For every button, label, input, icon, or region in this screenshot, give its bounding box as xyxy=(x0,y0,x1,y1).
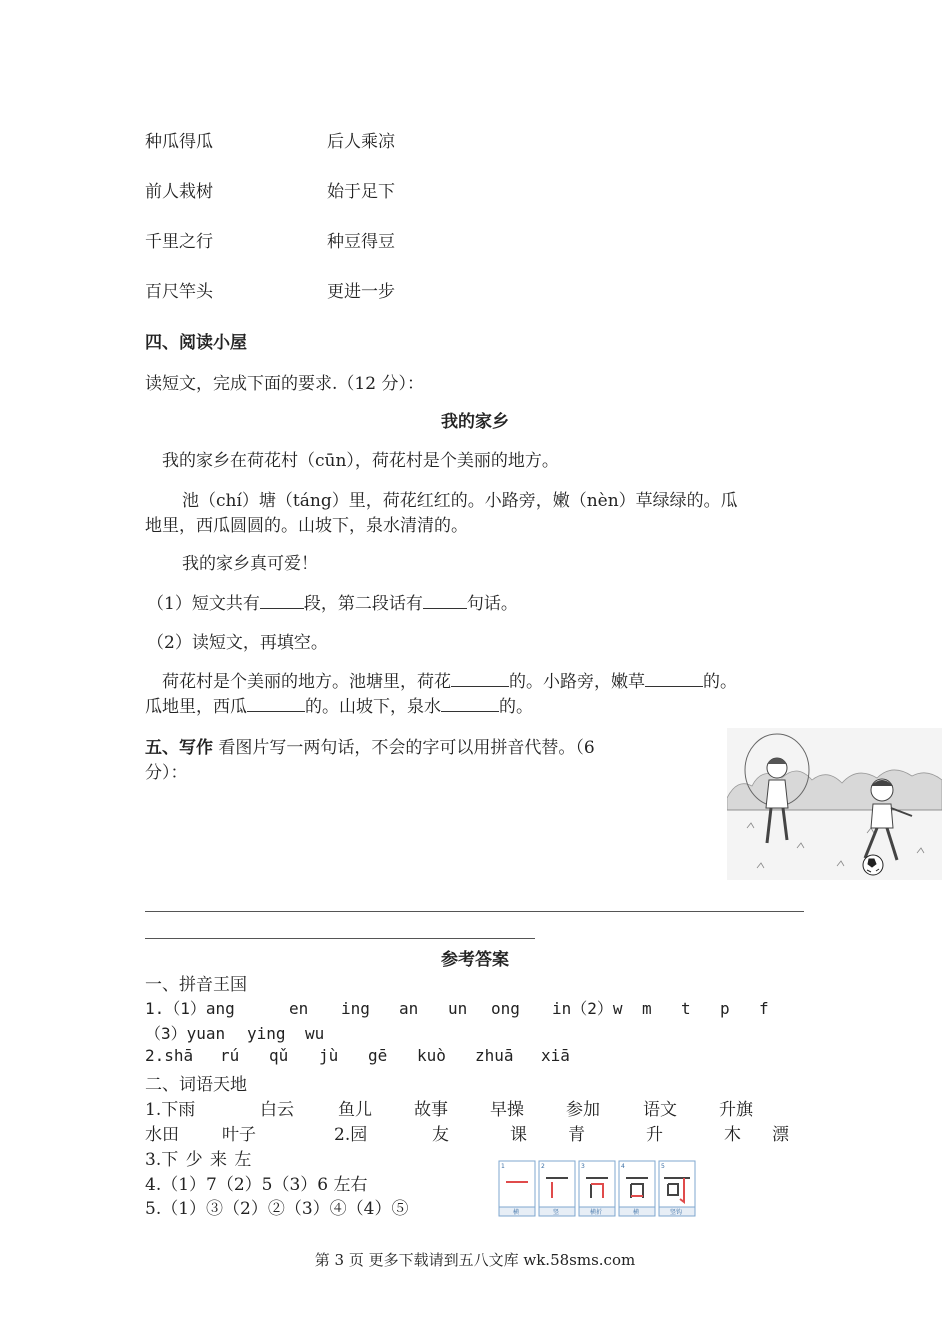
answer-item: 青 xyxy=(568,1125,585,1145)
stroke-box-number: 4 xyxy=(621,1163,625,1170)
answer-item: rú xyxy=(220,1046,240,1065)
answer-item: un xyxy=(448,999,468,1018)
answer-item: ong xyxy=(491,999,520,1018)
match-left-1: 种瓜得瓜 xyxy=(145,132,213,152)
answer-item: in（2）w xyxy=(552,999,623,1018)
passage-paragraph-2-line-2: 地里，西瓜圆圆的。山坡下，泉水清清的。 xyxy=(145,516,468,536)
stroke-box-number: 3 xyxy=(581,1163,585,1170)
stroke-box-label: 竖钩 xyxy=(670,1209,683,1216)
answer-item: p xyxy=(720,999,730,1018)
stroke-box-2 xyxy=(539,1161,575,1216)
stroke-box-number: 1 xyxy=(501,1163,505,1170)
answer-item: 2.shā xyxy=(145,1046,194,1065)
kids-playing-illustration xyxy=(727,728,942,880)
passage-title: 我的家乡 xyxy=(441,412,509,432)
answer-item: 升旗 xyxy=(719,1100,753,1120)
section-5-title: 五、写作 xyxy=(145,738,213,758)
passage-paragraph-1: 我的家乡在荷花村（cūn），荷花村是个美丽的地方。 xyxy=(162,451,559,471)
answer-blank[interactable] xyxy=(441,694,499,712)
page-footer: 第 3 页 更多下载请到五八文库 wk.58sms.com xyxy=(314,1251,636,1269)
answer-item: xiā xyxy=(541,1046,570,1065)
answer-item: 升 xyxy=(646,1125,663,1145)
match-left-2: 前人栽树 xyxy=(145,182,213,202)
answer-item: an xyxy=(399,999,419,1018)
answer-item: ing xyxy=(341,999,370,1018)
answer-blank[interactable] xyxy=(645,669,703,687)
question-2: （2）读短文，再填空。 xyxy=(147,633,328,653)
answer-item: 故事 xyxy=(414,1100,448,1120)
answers-section-2-title: 二、词语天地 xyxy=(145,1075,247,1095)
answer-blank[interactable] xyxy=(247,694,305,712)
section-5-text: 看图片写一两句话，不会的字可以用拼音代替。（6 xyxy=(213,738,595,758)
stroke-box-label: 横折 xyxy=(590,1209,603,1216)
match-right-4: 更进一步 xyxy=(327,282,395,302)
answer-item: 友 xyxy=(432,1125,449,1145)
writing-line-2[interactable] xyxy=(145,938,535,939)
stroke-order-diagram xyxy=(498,1160,696,1217)
answers-s2-line-4: 4.（1）7（2）5（3）6 左右 xyxy=(145,1175,368,1195)
answer-item: 漂 xyxy=(772,1125,789,1145)
section-5-line-2: 分）： xyxy=(145,763,188,783)
answers-s1-line-3 xyxy=(145,1046,570,1065)
answer-item: 白云 xyxy=(260,1100,294,1120)
match-right-2: 始于足下 xyxy=(327,182,395,202)
writing-line-1[interactable] xyxy=(145,911,804,912)
fill-line-2-part-b: 的。山坡下，泉水 xyxy=(305,697,441,717)
answer-item: 鱼儿 xyxy=(338,1100,372,1120)
match-right-3: 种豆得豆 xyxy=(327,232,395,252)
answer-item: 参加 xyxy=(566,1100,600,1120)
stroke-box-5 xyxy=(659,1161,695,1216)
fill-line-2 xyxy=(145,692,533,717)
stroke-box-label: 横 xyxy=(633,1209,640,1216)
question-1-part-a: （1）短文共有 xyxy=(147,594,260,614)
stroke-box-number: 2 xyxy=(541,1163,545,1170)
answer-item: 木 xyxy=(724,1125,741,1145)
stroke-box-3 xyxy=(579,1161,615,1216)
stroke-box-4 xyxy=(619,1161,655,1216)
stroke-box-1 xyxy=(499,1161,535,1216)
fill-line-1-part-b: 的。小路旁，嫩草 xyxy=(509,672,645,692)
answer-item: jù xyxy=(319,1046,339,1065)
answers-s1-line-2 xyxy=(145,1021,324,1044)
match-left-3: 千里之行 xyxy=(145,232,213,252)
question-1 xyxy=(147,589,518,614)
answers-title: 参考答案 xyxy=(441,950,509,970)
answer-item: 1.（1）ang xyxy=(145,999,235,1018)
answer-item: 早操 xyxy=(490,1100,524,1120)
fill-line-1-part-c: 的。 xyxy=(703,672,737,692)
answer-item: 水田 xyxy=(145,1125,179,1145)
question-1-part-b: 段，第二段话有 xyxy=(303,594,423,614)
answer-item: 课 xyxy=(510,1125,527,1145)
passage-paragraph-3: 我的家乡真可爱！ xyxy=(182,554,318,574)
fill-line-2-part-a: 瓜地里，西瓜 xyxy=(145,697,247,717)
fill-line-2-part-c: 的。 xyxy=(499,697,533,717)
answer-blank[interactable] xyxy=(423,591,467,609)
answer-item: qǔ xyxy=(269,1046,289,1065)
fill-line-1-part-a: 荷花村是个美丽的地方。池塘里，荷花 xyxy=(162,672,451,692)
answer-blank[interactable] xyxy=(260,591,304,609)
answer-item: en xyxy=(289,999,309,1018)
answer-item: t xyxy=(681,999,691,1018)
answers-s2-line-3: 3.下 少 来 左 xyxy=(145,1150,252,1170)
answer-item: gē xyxy=(368,1046,388,1065)
answers-section-1-title: 一、拼音王国 xyxy=(145,975,247,995)
stroke-box-number: 5 xyxy=(661,1163,665,1170)
section-4-title: 四、阅读小屋 xyxy=(145,333,247,353)
answer-item: 1.下雨 xyxy=(145,1100,196,1120)
match-right-1: 后人乘凉 xyxy=(327,132,395,152)
answers-s2-line-1 xyxy=(145,1095,753,1120)
answer-item: m xyxy=(642,999,652,1018)
answer-item: 语文 xyxy=(643,1100,677,1120)
section-4-instruction: 读短文，完成下面的要求.（12 分）： xyxy=(145,374,424,394)
answer-blank[interactable] xyxy=(451,669,509,687)
answer-item: 叶子 xyxy=(222,1125,256,1145)
stroke-box-label: 竖 xyxy=(553,1209,560,1216)
match-left-4: 百尺竿头 xyxy=(145,282,213,302)
answer-item: wu xyxy=(305,1024,325,1043)
answer-item: kuò xyxy=(417,1046,446,1065)
answer-item: ying xyxy=(247,1024,286,1043)
answers-s1-line-1 xyxy=(145,996,769,1019)
answers-s2-line-5: 5.（1）③（2）②（3）④（4）⑤ xyxy=(145,1199,409,1219)
section-5-line-1 xyxy=(145,733,595,758)
stroke-box-label: 横 xyxy=(513,1209,520,1216)
fill-line-1 xyxy=(162,667,737,692)
answer-item: 2.园 xyxy=(334,1125,368,1145)
question-1-part-c: 句话。 xyxy=(466,594,518,614)
answers-s2-line-2 xyxy=(145,1120,789,1145)
answer-item: （3）yuan xyxy=(145,1024,226,1043)
passage-paragraph-2-line-1: 池（chí）塘（táng）里，荷花红红的。小路旁，嫩（nèn）草绿绿的。瓜 xyxy=(182,491,738,511)
answer-item: f xyxy=(759,999,769,1018)
answer-item: zhuā xyxy=(475,1046,514,1065)
